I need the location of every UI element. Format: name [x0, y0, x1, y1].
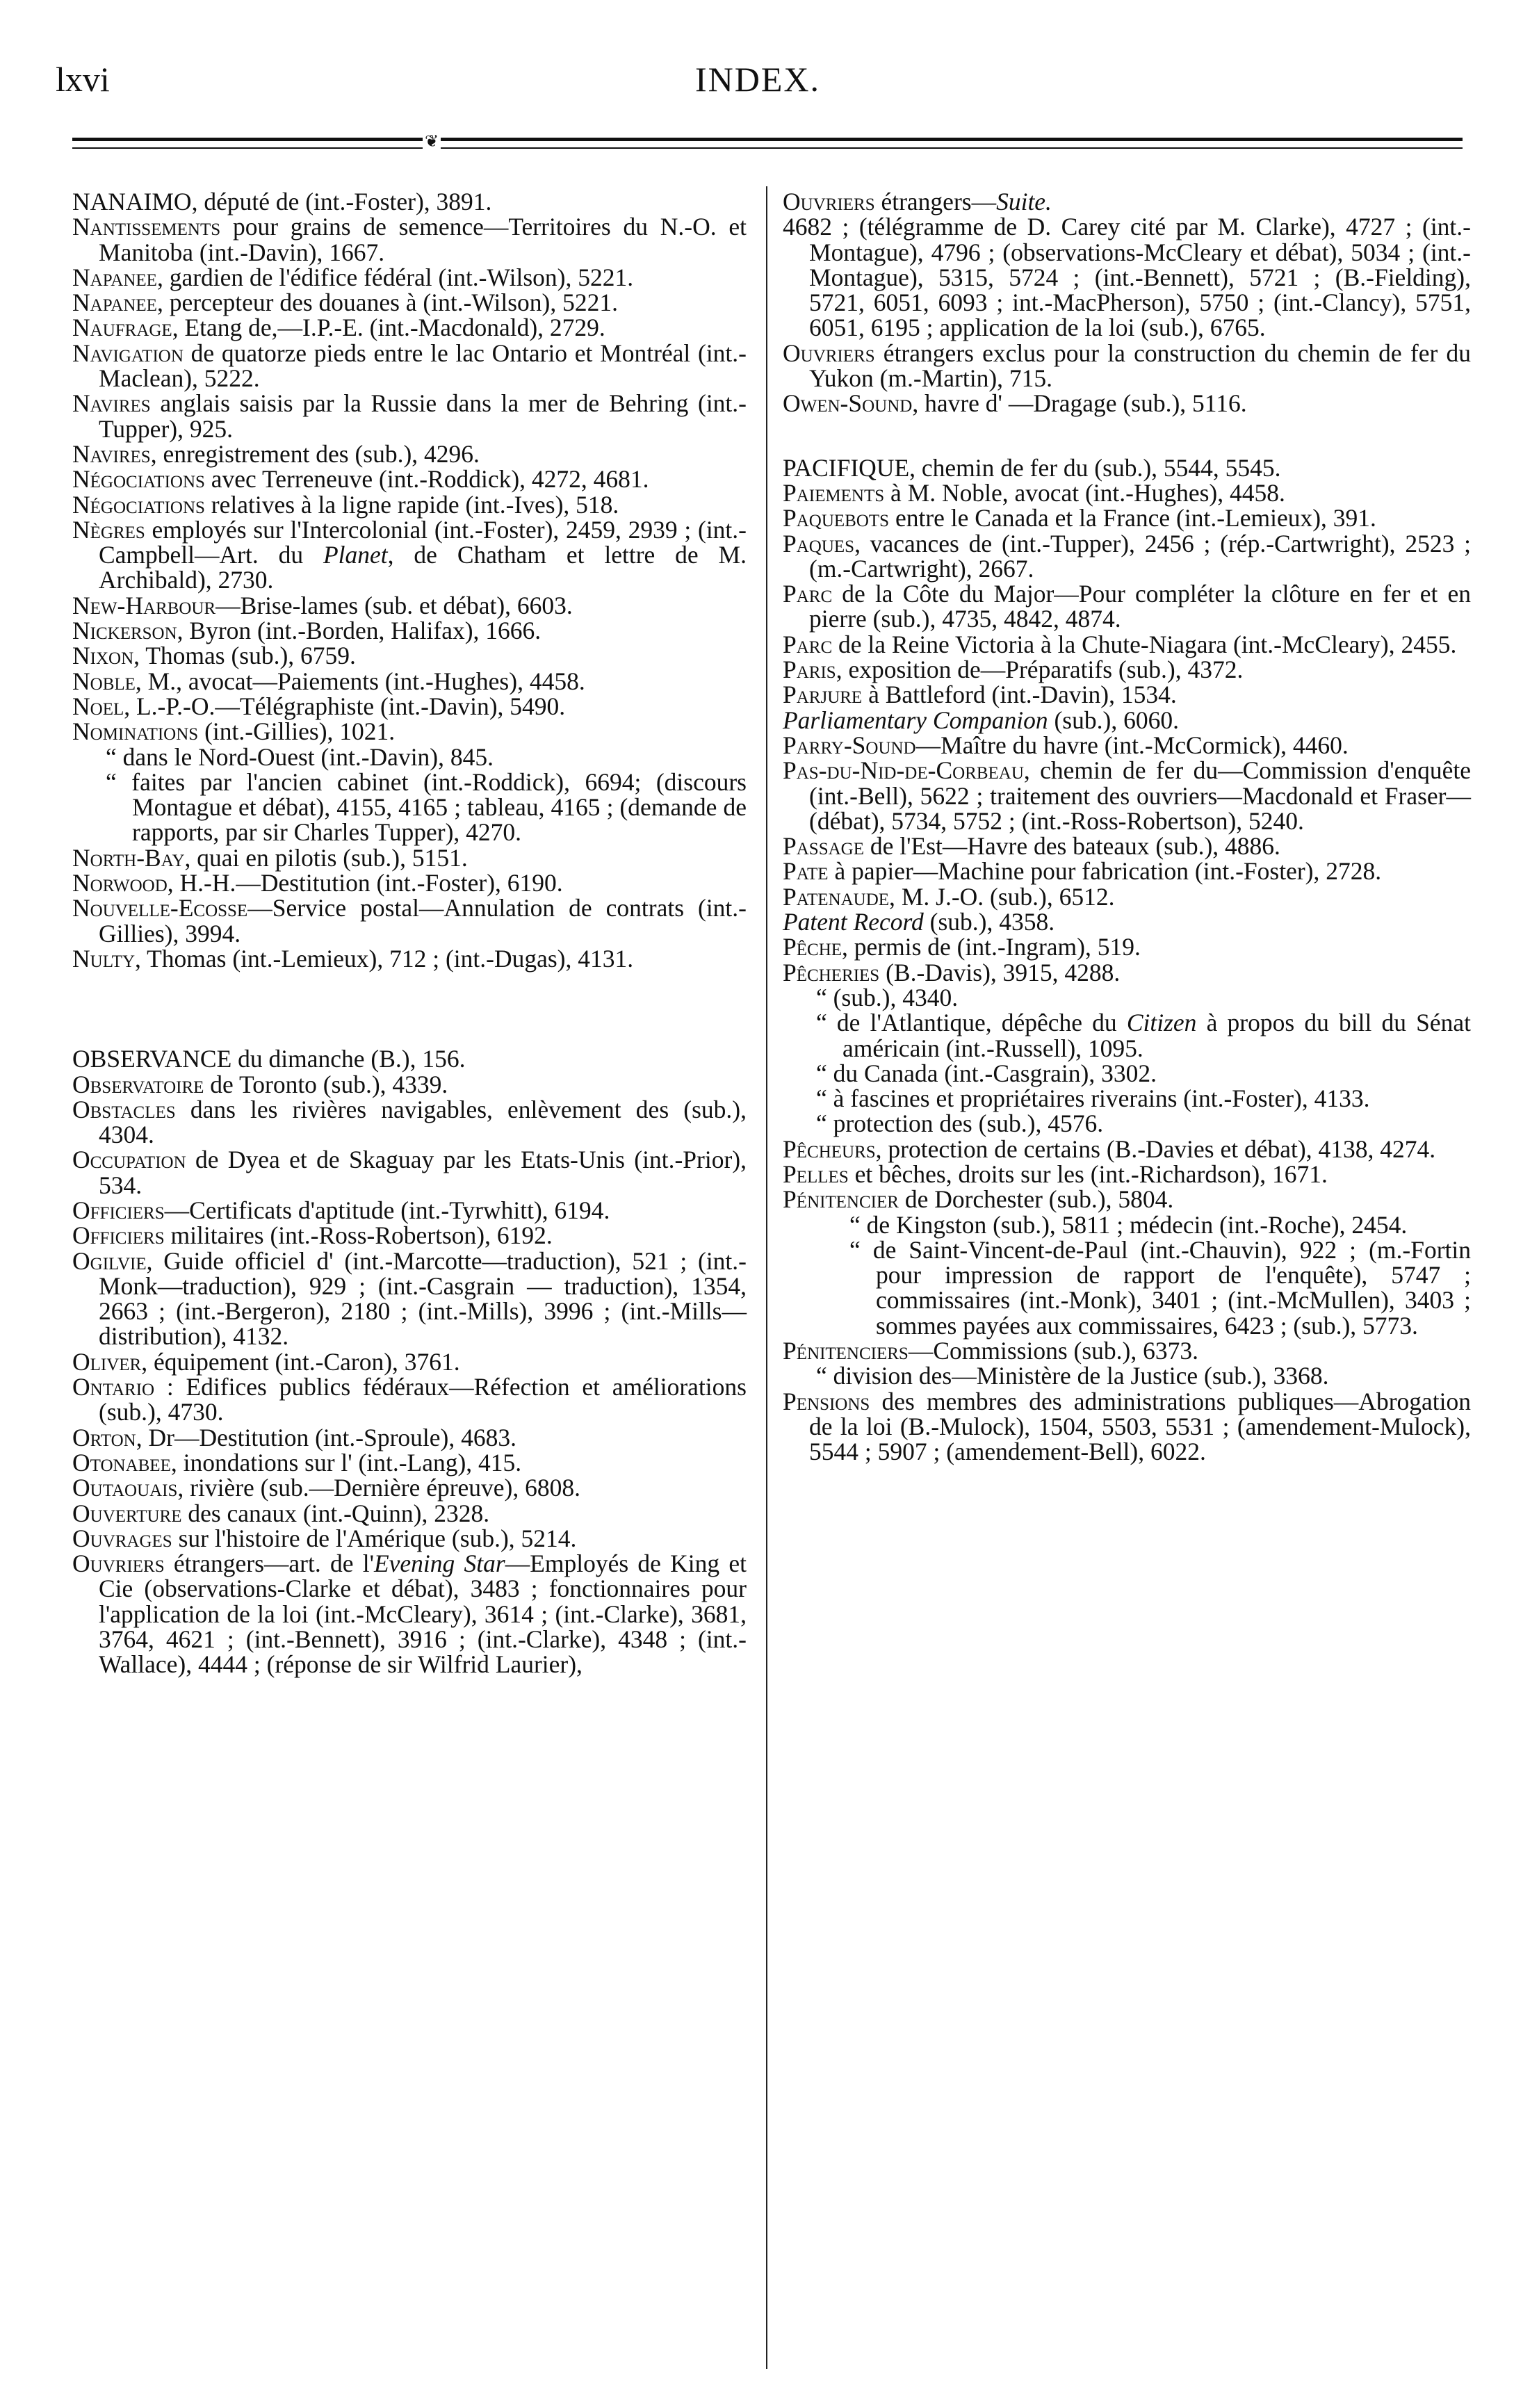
- entry-text: H.-H.—Destitution (int.-Foster), 6190.: [173, 869, 563, 897]
- index-entry: [72, 1425, 747, 1450]
- entry-text: “ de l'Atlantique, dépêche du: [816, 1009, 1127, 1037]
- entry-headword: Paris,: [783, 656, 842, 684]
- index-entry: [72, 1450, 747, 1475]
- entry-text: protection de certains (B.-Davies et débat), 4138, 4274.: [881, 1134, 1436, 1163]
- index-entry: [783, 859, 1471, 884]
- entry-text: “ dans le Nord-Ouest (int.-Davin), 845.: [106, 742, 494, 771]
- entry-headword: Parry-Sound: [783, 731, 916, 759]
- index-entry: [72, 1072, 747, 1097]
- index-entry: [783, 733, 1471, 758]
- entry-text: du dimanche (B.), 156.: [231, 1045, 466, 1073]
- index-entry: [783, 1162, 1471, 1187]
- entry-text: (sub.), 6060.: [1048, 706, 1179, 734]
- entry-text: —Certificats d'aptitude (int.-Tyrwhitt), 6194.: [164, 1196, 610, 1224]
- entry-text: enregistrement des (sub.), 4296.: [156, 439, 480, 468]
- entry-headword: Pêcheurs,: [783, 1134, 882, 1163]
- index-entry: [783, 1212, 1471, 1237]
- index-entry: [72, 441, 747, 466]
- index-entry: [72, 1551, 747, 1677]
- entry-text: 4682 ; (télégramme de D. Carey cité par M. Clarke), 4727 ; (int.-Montague), 4796 ; (observations-McCleary et débat), 5034 ; (int.-Montague), 5315, 5724 ; (int.-Bennett), 5721 ; (B.-Fielding), 5721, 6051, 6093 ; int.-MacPherson), 5750 ; (int.-Clancy), 5751, 6051, 6195 ; application de la loi (sub.), 6765.: [783, 213, 1471, 342]
- entry-headword: Officiers: [72, 1221, 165, 1250]
- entry-headword: Observatoire: [72, 1070, 204, 1098]
- index-entry: [72, 517, 747, 593]
- index-entry: [783, 531, 1471, 582]
- index-entry: [72, 265, 747, 290]
- entry-headword: Pénitenciers: [783, 1337, 909, 1365]
- entry-headword: Noel,: [72, 692, 131, 720]
- index-entry: [783, 1010, 1471, 1061]
- entry-headword: Paques,: [783, 529, 861, 558]
- index-entry: [72, 1046, 747, 1071]
- index-entry: [72, 1526, 747, 1551]
- entry-text: employés sur l'Intercolonial (int.-Foster), 2459, 2939 ; (int.-Campbell—Art. du: [99, 515, 747, 569]
- entry-text: “ division des—Ministère de la Justice (sub.), 3368.: [816, 1362, 1329, 1390]
- entry-headword: Nickerson,: [72, 617, 184, 645]
- entry-text: (int.-Gillies), 1021.: [198, 717, 396, 746]
- entry-headword: Nouvelle-Ecosse: [72, 894, 248, 922]
- entry-text: étrangers—: [874, 188, 997, 215]
- entry-headword: Naufrage,: [72, 314, 179, 342]
- entry-headword: Pêcheries: [783, 958, 880, 986]
- entry-headword: Nègres: [72, 515, 145, 544]
- entry-text: de l'Est—Havre des bateaux (sub.), 4886.: [864, 832, 1280, 861]
- entry-headword: Paquebots: [783, 504, 890, 532]
- entry-text: député de (int.-Foster), 3891.: [197, 188, 492, 215]
- entry-headword: Navires,: [72, 439, 157, 468]
- entry-text-tail: à propos du bill du Sénat américain (int.-Russell), 1095.: [842, 1009, 1472, 1062]
- entry-headword: Pate: [783, 857, 829, 886]
- entry-headword: Ouvriers: [783, 339, 875, 367]
- index-entry: [72, 870, 747, 895]
- entry-headword: Nixon,: [72, 642, 140, 670]
- entry-headword: NANAIMO,: [72, 188, 198, 215]
- entry-headword: Nominations: [72, 717, 199, 746]
- entry-text: “ de Saint-Vincent-de-Paul (int.-Chauvin), 922 ; (m.-Fortin pour impression de rapport de l'enquête), 5747 ; commissaires (int.-Monk), 3401 ; (int.-McMullen), 3403 ; sommes payées aux commissaires, 6423 ; (sub.), 5773.: [849, 1235, 1471, 1340]
- entry-headword: Officiers: [72, 1196, 165, 1224]
- entry-italic-title: Citizen: [1126, 1009, 1197, 1037]
- entry-title-italic: Patent Record: [783, 908, 924, 936]
- entry-text: de quatorze pieds entre le lac Ontario et Montréal (int.-Maclean), 5222.: [99, 339, 747, 393]
- index-entry: [783, 1237, 1471, 1338]
- entry-text: exposition de—Préparatifs (sub.), 4372.: [842, 656, 1244, 684]
- entry-headword: Outaouais,: [72, 1474, 184, 1502]
- index-entry: [72, 1223, 747, 1248]
- index-entry: [72, 946, 747, 971]
- entry-headword: Parc: [783, 580, 833, 608]
- entry-text: rivière (sub.—Dernière épreuve), 6808.: [184, 1474, 581, 1502]
- entry-text: chemin de fer du (sub.), 5544, 5545.: [915, 453, 1281, 482]
- entry-headword: OBSERVANCE: [72, 1045, 232, 1073]
- index-entry: [783, 1111, 1471, 1136]
- entry-headword: Oliver,: [72, 1347, 148, 1376]
- index-entry: [783, 1338, 1471, 1363]
- entry-text: (sub.), 4358.: [923, 908, 1055, 936]
- entry-text: des canaux (int.-Quinn), 2328.: [181, 1499, 490, 1527]
- entry-text: inondations sur l' (int.-Lang), 415.: [177, 1448, 522, 1476]
- entry-headword: North-Bay,: [72, 843, 191, 872]
- index-entry: [783, 632, 1471, 657]
- index-entry: [72, 694, 747, 719]
- index-entry: [72, 1097, 747, 1148]
- entry-headword: Nantissements: [72, 213, 221, 241]
- index-entry: [72, 290, 747, 315]
- entry-text: dans les rivières navigables, enlèvement des (sub.), 4304.: [99, 1095, 747, 1149]
- entry-headword: Parjure: [783, 681, 863, 709]
- index-entry: [783, 985, 1471, 1010]
- entry-headword: Pas-du-Nid-de-Corbeau,: [783, 756, 1030, 785]
- entry-headword: Ouvriers: [72, 1549, 165, 1578]
- entry-text-tail: —Employés de King et Cie (observations-Clarke et débat), 3483 ; fonctionnaires pour l'application de la loi (int.-McCleary), 3614 ; (int.-Clarke), 3681, 3764, 4621 ; (int.-Bennett), 3916 ; (int.-Clarke), 4348 ; (int.-Wallace), 4444 ; (réponse de sir Wilfrid Laurier),: [99, 1549, 747, 1679]
- entry-headword: Navigation: [72, 339, 184, 367]
- index-entry: [72, 189, 747, 214]
- entry-text: Dr—Destitution (int.-Sproule), 4683.: [142, 1423, 516, 1451]
- index-entry: [783, 1363, 1471, 1388]
- entry-text: (B.-Davis), 3915, 4288.: [879, 958, 1121, 986]
- index-entry: [783, 758, 1471, 833]
- entry-headword: Ontario :: [72, 1373, 174, 1401]
- index-entry: [72, 492, 747, 517]
- index-entry: [72, 767, 747, 847]
- entry-italic-title: Evening Star: [373, 1549, 505, 1578]
- entry-headword: Ouverture: [72, 1499, 182, 1527]
- rule-ornament: ❦: [423, 132, 441, 152]
- entry-text: havre d' —Dragage (sub.), 5116.: [918, 389, 1247, 418]
- index-entry: [783, 960, 1471, 985]
- index-entry: [783, 833, 1471, 859]
- index-entry: [783, 455, 1471, 480]
- entry-text: quai en pilotis (sub.), 5151.: [190, 843, 468, 872]
- index-entry: [72, 669, 747, 694]
- index-entry: [72, 618, 747, 643]
- entry-headword: New-Harbour: [72, 591, 216, 619]
- entry-text: étrangers—art. de l': [164, 1549, 374, 1578]
- index-entry: [783, 1389, 1471, 1465]
- entry-text: “ de Kingston (sub.), 5811 ; médecin (int.-Roche), 2454.: [849, 1210, 1408, 1239]
- header-rule-thin: [72, 147, 1463, 149]
- entry-text: chemin de fer du—Commission d'enquête (int.-Bell), 5622 ; traitement des ouvriers—Macdonald et Fraser—(débat), 5734, 5752 ; (int.-Ross-Robertson), 5240.: [809, 756, 1471, 835]
- entry-text: avec Terreneuve (int.-Roddick), 4272, 4681.: [204, 465, 649, 494]
- entry-text: militaires (int.-Ross-Robertson), 6192.: [164, 1221, 553, 1250]
- entry-headword: Orton,: [72, 1423, 142, 1451]
- entry-text: “ à fascines et propriétaires riverains (int.-Foster), 4133.: [816, 1084, 1370, 1113]
- index-entry: [72, 315, 747, 340]
- index-entry: [783, 1187, 1471, 1212]
- entry-text: M., avocat—Paiements (int.-Hughes), 4458.: [141, 667, 585, 695]
- header-rule-thick: [72, 138, 1463, 141]
- entry-headword: Napanee,: [72, 288, 163, 317]
- entry-headword: Pensions: [783, 1387, 870, 1415]
- entry-text: —Service postal—Annulation de contrats (int.-Gillies), 3994.: [99, 894, 747, 947]
- entry-headword: Ogilvie,: [72, 1246, 153, 1275]
- entry-text: vacances de (int.-Tupper), 2456 ; (rép.-Cartwright), 2523 ; (m.-Cartwright), 2667.: [809, 529, 1471, 583]
- index-entry: [72, 593, 747, 618]
- entry-text: de Toronto (sub.), 4339.: [204, 1070, 448, 1098]
- entry-text: pour grains de semence—Territoires du N.-O. et Manitoba (int.-Davin), 1667.: [99, 213, 747, 266]
- index-entry: [72, 1501, 747, 1526]
- index-entry: [72, 742, 747, 771]
- entry-text-tail: , de Chatham et lettre de M. Archibald), 2730.: [99, 541, 747, 594]
- index-entry: [72, 719, 747, 744]
- entry-text: Thomas (int.-Lemieux), 712 ; (int.-Dugas), 4131.: [140, 944, 634, 973]
- index-entry: [72, 643, 747, 668]
- index-entry: [783, 708, 1471, 733]
- entry-italic-title: Suite.: [996, 188, 1052, 215]
- entry-headword: Négociations: [72, 465, 205, 494]
- entry-text: Byron (int.-Borden, Halifax), 1666.: [183, 617, 542, 645]
- right-column: [783, 189, 1471, 1465]
- entry-text: permis de (int.-Ingram), 519.: [847, 933, 1141, 961]
- entry-italic-title: Planet: [323, 541, 388, 569]
- entry-headword: Otonabee,: [72, 1448, 177, 1476]
- entry-headword: Parc: [783, 630, 833, 658]
- index-entry: [72, 1198, 747, 1223]
- index-entry: [72, 1147, 747, 1198]
- entry-text: relatives à la ligne rapide (int.-Ives), 518.: [204, 490, 619, 519]
- entry-headword: Owen-Sound,: [783, 389, 919, 418]
- entry-headword: Passage: [783, 832, 864, 861]
- page-number: lxvi: [56, 60, 110, 99]
- entry-headword: Norwood,: [72, 869, 174, 897]
- index-entry: [783, 1061, 1471, 1086]
- left-column: [72, 189, 747, 1677]
- entry-text: équipement (int.-Caron), 3761.: [147, 1347, 460, 1376]
- entry-text: de Dyea et de Skaguay par les Etats-Unis (int.-Prior), 534.: [99, 1146, 747, 1199]
- index-entry: [783, 1086, 1471, 1111]
- entry-title-italic: Parliamentary Companion: [783, 706, 1048, 734]
- index-entry: [72, 845, 747, 870]
- entry-text: anglais saisis par la Russie dans la mer de Behring (int.-Tupper), 925.: [99, 389, 747, 443]
- entry-text: percepteur des douanes à (int.-Wilson), 5221.: [163, 288, 618, 317]
- index-entry: [783, 341, 1471, 391]
- entry-text: —Commissions (sub.), 6373.: [908, 1337, 1199, 1365]
- index-entry: [783, 480, 1471, 505]
- entry-headword: Napanee,: [72, 263, 163, 291]
- entry-text: L.-P.-O.—Télégraphiste (int.-Davin), 5490.: [130, 692, 566, 720]
- entry-text: gardien de l'édifice fédéral (int.-Wilson), 5221.: [163, 263, 634, 291]
- index-entry: [72, 341, 747, 391]
- index-entry: [783, 214, 1471, 340]
- index-entry: [72, 1374, 747, 1425]
- entry-text: Edifices publics fédéraux—Réfection et améliorations (sub.), 4730.: [99, 1373, 747, 1426]
- entry-text: M. J.-O. (sub.), 6512.: [895, 882, 1115, 911]
- entry-text: et bêches, droits sur les (int.-Richardson), 1671.: [848, 1160, 1328, 1188]
- entry-text: étrangers exclus pour la construction du chemin de fer du Yukon (m.-Martin), 715.: [809, 339, 1471, 393]
- index-entry: [72, 391, 747, 441]
- index-entry: [783, 505, 1471, 530]
- entry-headword: Paiements: [783, 478, 885, 507]
- entry-text: Thomas (sub.), 6759.: [140, 642, 356, 670]
- index-entry: [783, 909, 1471, 934]
- index-entry: [72, 1475, 747, 1500]
- page-header: [0, 0, 1539, 151]
- index-entry: [783, 189, 1471, 214]
- entry-headword: Occupation: [72, 1146, 186, 1174]
- index-entry: [72, 895, 747, 946]
- entry-text: à papier—Machine pour fabrication (int.-Foster), 2728.: [828, 857, 1382, 886]
- entry-headword: Pelles: [783, 1160, 849, 1188]
- entry-headword: Pêche,: [783, 933, 848, 961]
- index-entry: [783, 391, 1471, 416]
- entry-headword: Obstacles: [72, 1095, 176, 1123]
- entry-text: entre le Canada et la France (int.-Lemieux), 391.: [889, 504, 1376, 532]
- entry-text: —Brise-lames (sub. et débat), 6603.: [215, 591, 573, 619]
- entry-text: “ du Canada (int.-Casgrain), 3302.: [816, 1059, 1157, 1087]
- index-entry: [72, 1349, 747, 1374]
- index-entry: [783, 1134, 1471, 1163]
- entry-text: sur l'histoire de l'Amérique (sub.), 5214.: [172, 1524, 577, 1552]
- entry-text: “ protection des (sub.), 4576.: [816, 1109, 1104, 1138]
- entry-text: de Dorchester (sub.), 5804.: [898, 1185, 1174, 1214]
- entry-text: des membres des administrations publiques—Abrogation de la loi (B.-Mulock), 1504, 5503, 5531 ; (amendement-Mulock), 5544 ; 5907 ; (amendement-Bell), 6022.: [809, 1387, 1471, 1466]
- entry-headword: Ouvriers: [783, 188, 875, 215]
- entry-text: à M. Noble, avocat (int.-Hughes), 4458.: [884, 478, 1285, 507]
- entry-text: —Maître du havre (int.-McCormick), 4460.: [915, 731, 1349, 759]
- running-title: INDEX.: [695, 60, 821, 99]
- entry-headword: Nulty,: [72, 944, 141, 973]
- index-entry: [783, 581, 1471, 632]
- entry-text: Guide officiel d' (int.-Marcotte—traduction), 521 ; (int.-Monk—traduction), 929 ; (int.-Casgrain — traduction), 1354, 2663 ; (int.-Bergeron), 2180 ; (int.-Mills), 3996 ; (int.-Mills—distribution), 4132.: [99, 1246, 747, 1351]
- entry-headword: Négociations: [72, 490, 205, 519]
- index-entry: [783, 682, 1471, 707]
- index-entry: [72, 1248, 747, 1349]
- entry-headword: Ouvrages: [72, 1524, 172, 1552]
- entry-text: à Battleford (int.-Davin), 1534.: [862, 681, 1177, 709]
- entry-headword: Noble,: [72, 667, 142, 695]
- index-entry: [783, 657, 1471, 682]
- entry-text: de la Reine Victoria à la Chute-Niagara (int.-McCleary), 2455.: [832, 630, 1457, 658]
- index-entry: [72, 214, 747, 265]
- entry-text: “ faites par l'ancien cabinet (int.-Roddick), 6694; (discours Montague et débat), 4155, 4165 ; tableau, 4165 ; (demande de rapports, par sir Charles Tupper), 4270.: [106, 767, 747, 847]
- index-entry: [783, 934, 1471, 959]
- entry-headword: Pénitencier: [783, 1185, 899, 1214]
- entry-headword: Patenaude,: [783, 882, 895, 911]
- index-entry: [72, 465, 747, 494]
- entry-headword: PACIFIQUE,: [783, 453, 916, 482]
- entry-headword: Navires: [72, 389, 151, 418]
- index-entry: [783, 884, 1471, 909]
- entry-text: Etang de,—I.P.-E. (int.-Macdonald), 2729.: [178, 314, 605, 342]
- entry-text: “ (sub.), 4340.: [816, 983, 959, 1011]
- entry-text: de la Côte du Major—Pour compléter la clôture en fer et en pierre (sub.), 4735, 4842, 4874.: [809, 580, 1471, 633]
- column-divider: [766, 186, 767, 2369]
